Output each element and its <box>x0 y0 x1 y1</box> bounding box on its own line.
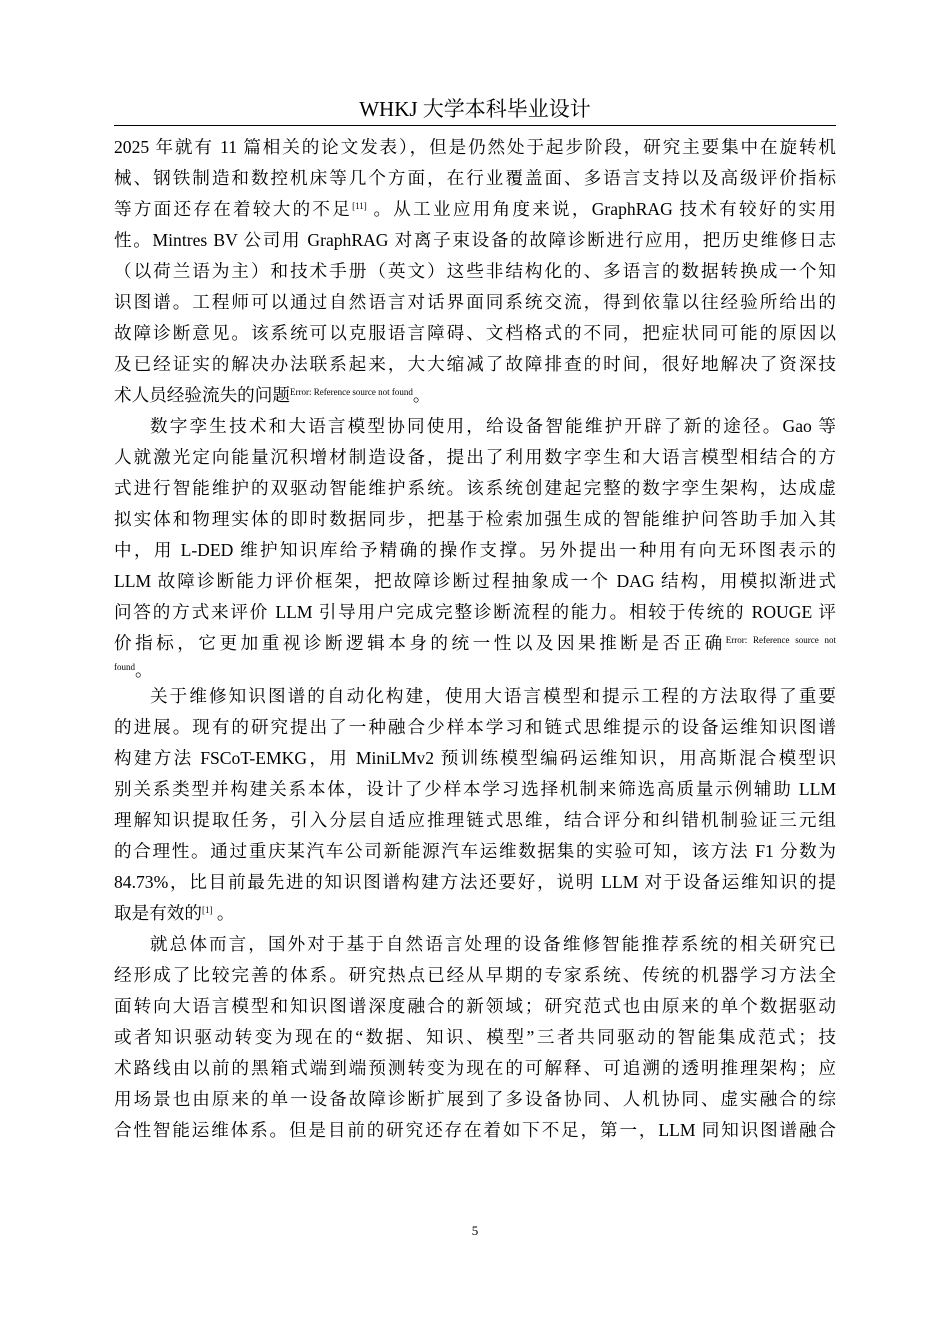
reference-error: found <box>114 662 135 672</box>
text-line: 中，用 L-DED 维护知识库给予精确的操作支撑。另外提出一种用有向无环图表示的 <box>114 540 836 560</box>
text-line: 价指标，它更加重视诊断逻辑本身的统一性以及因果推断是否正确$^{Error: Reference source not}$ <box>114 633 836 653</box>
text-line: 问答的方式来评价 LLM 引导用户完成完整诊断流程的能力。相较于传统的 ROUGE 评 <box>114 602 836 622</box>
text-line: 别关系类型并构建关系本体，设计了少样本学习选择机制来筛选高质量示例辅助 LLM <box>114 779 836 799</box>
paragraph <box>114 929 836 1146</box>
text-line: 拟实体和物理实体的即时数据同步，把基于检索加强生成的智能维护问答助手加入其 <box>114 509 836 529</box>
text-line: 人就激光定向能量沉积增材制造设备，提出了利用数字孪生和大语言模型相结合的方 <box>114 447 836 467</box>
text-line: 故障诊断意见。该系统可以克服语言障碍、文档格式的不同，把症状同可能的原因以 <box>114 323 836 343</box>
text-line: 性。Mintres BV 公司用 GraphRAG 对离子束设备的故障诊断进行应用，把历史维修日志 <box>114 230 836 250</box>
text-line: 的合理性。通过重庆某汽车公司新能源汽车运维数据集的实验可知，该方法 F1 分数为 <box>114 841 836 861</box>
text-line: 合性智能运维体系。但是目前的研究还存在着如下不足，第一，LLM 同知识图谱融合 <box>114 1120 836 1140</box>
reference-error: Error: Reference source not <box>725 635 836 645</box>
text-line: （以荷兰语为主）和技术手册（英文）这些非结构化的、多语言的数据转换成一个知 <box>114 261 836 281</box>
text-line: 术人员经验流失的问题$^{Error: Reference source not found}$。 <box>114 385 431 405</box>
page-number: 5 <box>471 1223 479 1238</box>
citation: [1] <box>201 905 213 915</box>
text-line: 术路线由以前的黑箱式端到端预测转变为现在的可解释、可追溯的透明推理架构；应 <box>114 1058 836 1078</box>
citation: [11] <box>352 201 367 211</box>
text-line: 及已经证实的解决办法联系起来，大大缩减了故障排查的时间，很好地解决了资深技 <box>114 354 836 374</box>
text-line: LLM 故障诊断能力评价框架，把故障诊断过程抽象成一个 DAG 结构，用模拟渐进式 <box>114 571 836 591</box>
header-rule <box>114 125 836 126</box>
text-line: 取是有效的[1] 。 <box>114 903 235 923</box>
text-line: 84.73%，比目前最先进的知识图谱构建方法还要好，说明 LLM 对于设备运维知识的提 <box>114 872 836 892</box>
text-line: 械、钢铁制造和数控机床等几个方面，在行业覆盖面、多语言支持以及高级评价指标 <box>114 168 836 188</box>
text-line: 经形成了比较完善的体系。研究热点已经从早期的专家系统、传统的机器学习方法全 <box>114 965 836 985</box>
text-line: 就总体而言，国外对于基于自然语言处理的设备维修智能推荐系统的相关研究已 <box>150 934 836 954</box>
text-line: 关于维修知识图谱的自动化构建，使用大语言模型和提示工程的方法取得了重要 <box>150 686 836 706</box>
text-line: 等方面还存在着较大的不足[11] 。从工业应用角度来说，GraphRAG 技术有较好的实用 <box>114 199 836 219</box>
paragraph <box>114 132 836 411</box>
paragraph <box>114 411 836 681</box>
text-line: 用场景也由原来的单一设备故障诊断扩展到了多设备协同、人机协同、虚实融合的综 <box>114 1089 836 1109</box>
text-line: 2025 年就有 11 篇相关的论文发表），但是仍然处于起步阶段，研究主要集中在旋转机 <box>114 137 836 157</box>
text-line: 或者知识驱动转变为现在的“数据、知识、模型”三者共同驱动的智能集成范式；技 <box>114 1027 836 1047</box>
reference-error: Error: Reference source not found <box>289 387 413 397</box>
text-line: 理解知识提取任务，引入分层自适应推理链式思维，结合评分和纠错机制验证三元组 <box>114 810 836 830</box>
page-header-title: WHKJ 大学本科毕业设计 <box>359 97 591 121</box>
text-line: 面转向大语言模型和知识图谱深度融合的新领域；研究范式也由原来的单个数据驱动 <box>114 996 836 1016</box>
text-line: 的进展。现有的研究提出了一种融合少样本学习和链式思维提示的设备运维知识图谱 <box>114 717 836 737</box>
text-line: 识图谱。工程师可以通过自然语言对话界面同系统交流，得到依靠以往经验所给出的 <box>114 292 836 312</box>
text-line: 构建方法 FSCoT-EMKG，用 MiniLMv2 预训练模型编码运维知识，用高斯混合模型识 <box>114 748 836 768</box>
document-body <box>114 132 836 1146</box>
text-line: 式进行智能维护的双驱动智能维护系统。该系统创建起完整的数字孪生架构，达成虚 <box>114 478 836 498</box>
paragraph <box>114 681 836 929</box>
text-line: 数字孪生技术和大语言模型协同使用，给设备智能维护开辟了新的途径。Gao 等 <box>150 416 836 436</box>
text-line: $^{found}$。 <box>114 660 153 680</box>
